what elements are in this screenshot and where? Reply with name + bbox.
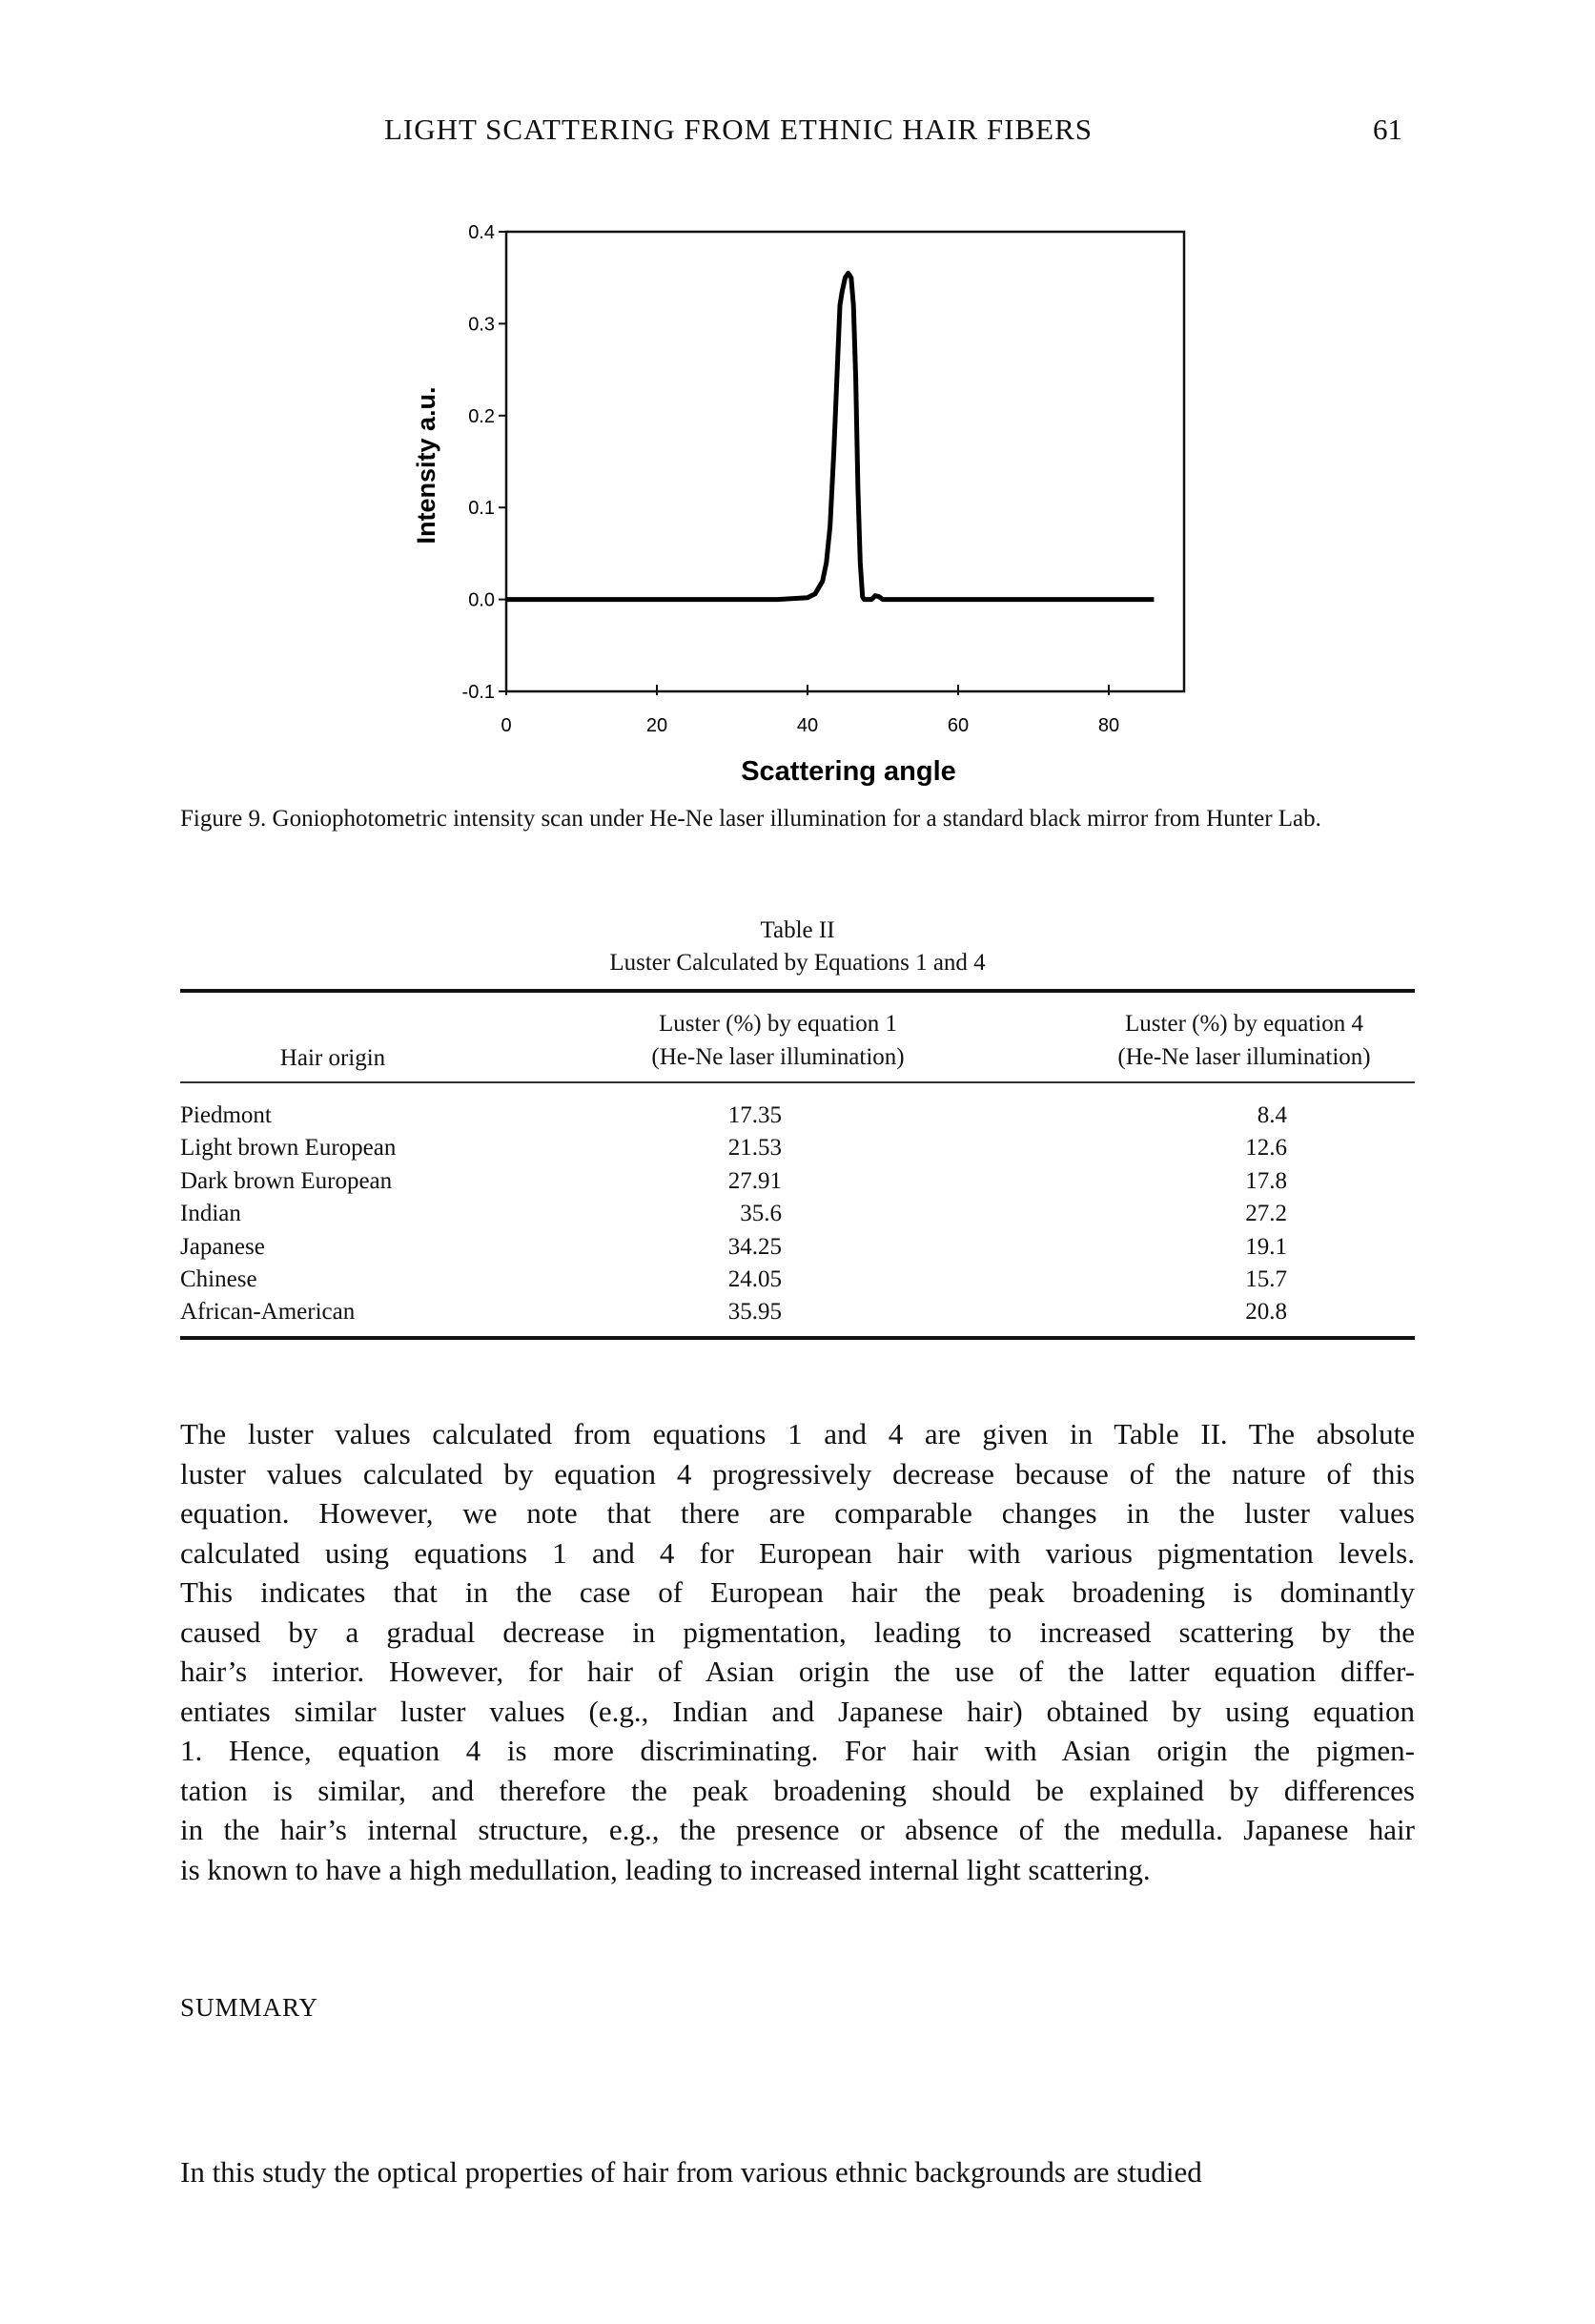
y-tick-label: 0.4: [468, 222, 495, 243]
column-header-eq1-line1: Luster (%) by equation 1: [659, 1011, 897, 1037]
cell-hair-origin: Japanese: [180, 1233, 265, 1260]
body-line: The luster values calculated from equations 1 and 4 are given in Table II. The absolute: [180, 1417, 1415, 1450]
body-line: equation. However, we note that there are comparable changes in the luster values: [180, 1496, 1415, 1530]
body-line: tation is similar, and therefore the peak broadening should be explained by differences: [180, 1773, 1415, 1807]
x-tick-label: 0: [501, 715, 512, 736]
cell-luster-eq4: 12.6: [1245, 1135, 1287, 1162]
cell-hair-origin: African-American: [180, 1299, 356, 1326]
plot-frame: [506, 232, 1184, 691]
body-line: This indicates that in the case of European hair the peak broadening is dominantly: [180, 1575, 1415, 1609]
cell-luster-eq1: 27.91: [727, 1167, 782, 1194]
body-line: 1. Hence, equation 4 is more discriminating. For hair with Asian origin the pigmen-: [180, 1734, 1415, 1767]
y-tick-label: 0.1: [468, 498, 495, 520]
table-title: Table II: [760, 917, 835, 943]
column-header-eq1: [568, 1007, 988, 1074]
column-header-hair-origin: Hair origin: [279, 1045, 386, 1071]
table-top-rule: [180, 989, 1415, 993]
body-line: hair’s interior. However, for hair of Asian origin the use of the latter equation differ-: [180, 1655, 1415, 1688]
y-tick-label: 0.0: [468, 589, 495, 611]
body-line: calculated using equations 1 and 4 for European hair with various pigmentation levels.: [180, 1535, 1415, 1570]
table-bottom-rule: [180, 1336, 1415, 1340]
page-number: 61: [1373, 113, 1402, 146]
cell-hair-origin: Piedmont: [180, 1102, 272, 1128]
cell-hair-origin: Dark brown European: [180, 1167, 393, 1194]
cell-luster-eq4: 19.1: [1245, 1233, 1287, 1260]
cell-luster-eq4: 27.2: [1245, 1201, 1287, 1227]
running-head: LIGHT SCATTERING FROM ETHNIC HAIR FIBERS: [384, 113, 1093, 146]
caption-text: Goniophotometric intensity scan under He-Ne laser illumination for a standard black mirror from Hunter Lab.: [266, 806, 1321, 832]
body-line: caused by a gradual decrease in pigmentation, leading to increased scattering by the: [180, 1614, 1415, 1649]
x-tick-label: 80: [1097, 715, 1120, 736]
body-line: in the hair’s internal structure, e.g., the presence or absence of the medulla. Japanese hair: [180, 1813, 1415, 1846]
y-tick-label: -0.1: [461, 682, 495, 703]
y-tick-label: 0.2: [468, 405, 495, 427]
column-header-eq4-line1: Luster (%) by equation 4: [1125, 1011, 1363, 1037]
series-line-intensity: [506, 273, 1154, 599]
x-tick-label: 60: [947, 715, 970, 736]
column-header-eq4-line2: (He-Ne laser illumination): [1117, 1044, 1371, 1070]
y-tick-label: 0.3: [468, 314, 495, 336]
cell-hair-origin: Chinese: [180, 1266, 257, 1292]
cell-luster-eq1: 17.35: [727, 1102, 782, 1128]
column-header-eq4: [1068, 1007, 1421, 1074]
column-header-eq1-line2: (He-Ne laser illumination): [651, 1044, 905, 1070]
cell-luster-eq4: 8.4: [1257, 1102, 1287, 1128]
cell-luster-eq1: 35.6: [740, 1201, 782, 1227]
cell-luster-eq1: 21.53: [727, 1135, 782, 1162]
x-axis-title: Scattering angle: [741, 756, 956, 787]
figure-9-chart: [0, 0, 1595, 801]
cell-hair-origin: Indian: [180, 1201, 241, 1227]
cell-luster-eq4: 17.8: [1245, 1167, 1287, 1194]
y-axis-title: Intensity a.u.: [412, 386, 440, 545]
cell-luster-eq1: 34.25: [727, 1233, 782, 1260]
body-line: entiates similar luster values (e.g., Indian and Japanese hair) obtained by using equation: [180, 1694, 1415, 1728]
table-header-rule: [180, 1081, 1415, 1083]
x-tick-label: 40: [796, 715, 819, 736]
cell-luster-eq1: 35.95: [727, 1299, 782, 1326]
table-subtitle: Luster Calculated by Equations 1 and 4: [609, 950, 986, 976]
summary-first-line: In this study the optical properties of hair from various ethnic backgrounds are studied: [180, 2155, 1202, 2189]
cell-luster-eq4: 20.8: [1245, 1299, 1287, 1326]
body-line: luster values calculated by equation 4 progressively decrease because of the nature of this: [180, 1456, 1415, 1491]
cell-luster-eq4: 15.7: [1245, 1266, 1287, 1292]
caption-label: Figure 9.: [180, 806, 267, 832]
section-heading-summary: SUMMARY: [180, 1993, 319, 2022]
x-tick-label: 20: [645, 715, 668, 736]
cell-luster-eq1: 24.05: [727, 1266, 782, 1292]
figure-caption: [180, 801, 1415, 836]
body-line: is known to have a high medullation, leading to increased internal light scattering.: [180, 1852, 1151, 1886]
cell-hair-origin: Light brown European: [180, 1135, 397, 1162]
